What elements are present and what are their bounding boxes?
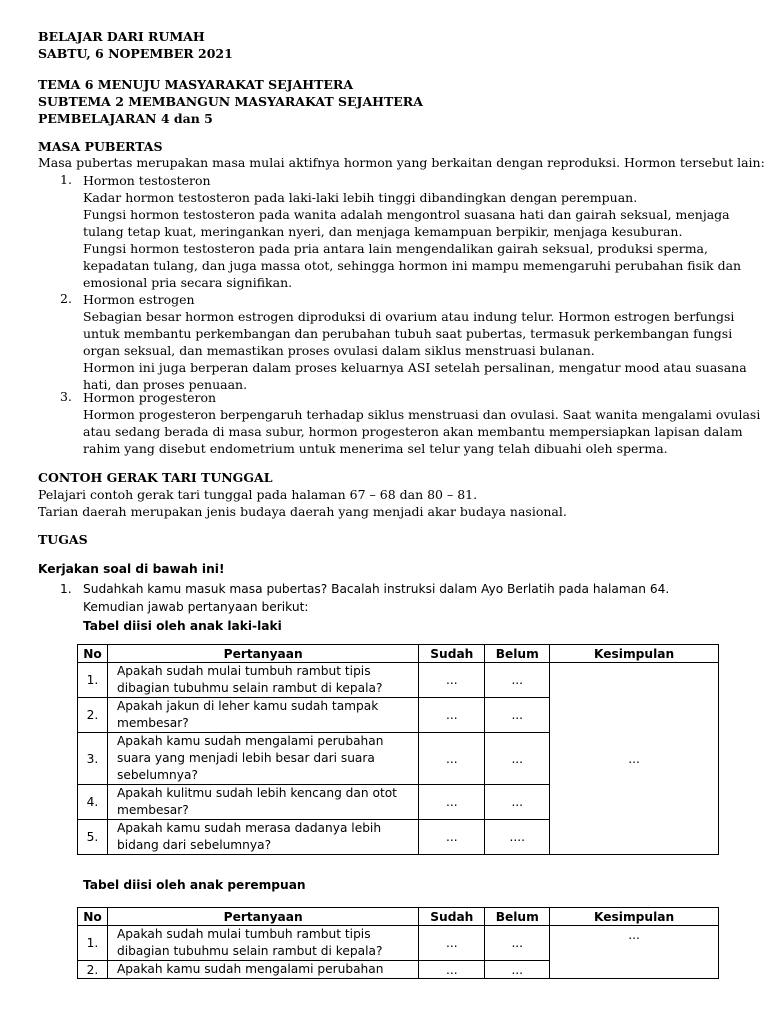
text-line: Kadar hormon testosteron pada laki-laki lebih tinggi dibandingkan dengan perempuan. — [83, 190, 638, 205]
row-number: 3. — [78, 733, 108, 785]
text-line: hati, dan proses penuaan. — [83, 377, 248, 392]
item-title: Hormon testosteron — [83, 173, 211, 188]
header-line-1: BELAJAR DARI RUMAH — [38, 29, 205, 44]
sudah-cell: ... — [419, 663, 485, 698]
item-progesteron — [83, 389, 760, 457]
header-pertanyaan: Pertanyaan — [107, 645, 418, 663]
item-title: Hormon progesteron — [83, 390, 217, 405]
question-number: 1. — [60, 582, 72, 596]
section-title-tari: CONTOH GERAK TARI TUNGGAL — [38, 470, 273, 485]
belum-cell: .... — [485, 820, 550, 855]
belum-cell: ... — [485, 926, 550, 961]
table-boys — [77, 644, 719, 855]
text-line: rahim yang disebut endometrium untuk menerima sel telur yang telah dibuahi oleh sperma. — [83, 441, 668, 456]
question-text: Apakah jakun di leher kamu sudah tampak — [116, 699, 379, 713]
text-line: kepadatan tulang, dan juga massa otot, sehingga hormon ini mampu memengaruhi perubahan fisik dan — [83, 258, 742, 273]
table-girls — [77, 907, 719, 979]
table-boys-caption: Tabel diisi oleh anak laki-laki — [83, 619, 282, 633]
header-line-4: SUBTEMA 2 MEMBANGUN MASYARAKAT SEJAHTERA — [38, 94, 423, 109]
question-text: sebelumnya? — [116, 768, 198, 782]
section-title-masa-pubertas: MASA PUBERTAS — [38, 139, 163, 154]
sudah-cell: ... — [419, 733, 485, 785]
text-line: Hormon ini juga berperan dalam proses keluarnya ASI setelah persalinan, mengatur mood atau suasana — [83, 360, 747, 375]
item-title: Hormon estrogen — [83, 292, 195, 307]
item-number: 1. — [60, 172, 72, 187]
header-belum: Belum — [485, 908, 550, 926]
header-kesimpulan: Kesimpulan — [550, 645, 719, 663]
item-number: 2. — [60, 291, 72, 306]
belum-cell: ... — [485, 961, 550, 979]
kesimpulan-cell: ... — [550, 663, 719, 855]
header-no: No — [78, 645, 108, 663]
item-number: 3. — [60, 389, 72, 404]
header-sudah: Sudah — [419, 645, 485, 663]
belum-cell: ... — [485, 663, 550, 698]
header-sudah: Sudah — [419, 908, 485, 926]
question-text: Apakah kulitmu sudah lebih kencang dan otot — [116, 786, 397, 800]
row-question — [107, 785, 418, 820]
row-question — [107, 733, 418, 785]
row-number: 2. — [78, 961, 108, 979]
sudah-cell: ... — [419, 785, 485, 820]
tari-line-2: Tarian daerah merupakan jenis budaya daerah yang menjadi akar budaya nasional. — [38, 504, 567, 519]
question-line-2: Kemudian jawab pertanyaan berikut: — [83, 600, 309, 614]
text-line: organ seksual, dan memastikan proses ovulasi dalam siklus menstruasi bulanan. — [83, 343, 595, 358]
header-line-2: SABTU, 6 NOPEMBER 2021 — [38, 46, 233, 61]
header-no: No — [78, 908, 108, 926]
question-text: membesar? — [116, 803, 189, 817]
header-kesimpulan: Kesimpulan — [550, 908, 719, 926]
row-number: 2. — [78, 698, 108, 733]
tugas-instruction: Kerjakan soal di bawah ini! — [38, 562, 225, 576]
question-text: bidang dari sebelumnya? — [116, 838, 272, 852]
section-title-tugas: TUGAS — [38, 532, 88, 547]
text-line: atau sedang berada di masa subur, hormon progesteron akan membantu mempersiapkan lapisan dalam — [83, 424, 743, 439]
text-line: Hormon progesteron berpengaruh terhadap siklus menstruasi dan ovulasi. Saat wanita mengalami ovulasi — [83, 407, 761, 422]
kesimpulan-cell: ... — [550, 926, 719, 979]
text-line: Fungsi hormon testosteron pada wanita adalah mengontrol suasana hati dan gairah seksual, menjaga — [83, 207, 730, 222]
question-text: dibagian tubuhmu selain rambut di kepala? — [116, 681, 383, 695]
header-pertanyaan: Pertanyaan — [107, 908, 418, 926]
row-question: Apakah kamu sudah mengalami perubahan — [107, 961, 418, 979]
header-belum: Belum — [485, 645, 550, 663]
table-row — [78, 663, 719, 698]
question-text: Apakah kamu sudah merasa dadanya lebih — [116, 821, 382, 835]
row-number: 1. — [78, 663, 108, 698]
belum-cell: ... — [485, 698, 550, 733]
row-number: 4. — [78, 785, 108, 820]
table-row — [78, 926, 719, 961]
text-line: Sebagian besar hormon estrogen diproduksi di ovarium atau indung telur. Hormon estrogen berfungsi — [83, 309, 735, 324]
belum-cell: ... — [485, 733, 550, 785]
row-question — [107, 698, 418, 733]
row-question — [107, 663, 418, 698]
table-girls-caption: Tabel diisi oleh anak perempuan — [83, 878, 306, 892]
row-number: 5. — [78, 820, 108, 855]
row-number: 1. — [78, 926, 108, 961]
item-testosteron — [83, 172, 741, 291]
text-line: Fungsi hormon testosteron pada pria antara lain mengendalikan gairah seksual, produksi sperma, — [83, 241, 708, 256]
text-line: tulang tetap kuat, meringankan nyeri, dan menjaga kemampuan berpikir, menjaga kesuburan. — [83, 224, 683, 239]
table-header-row — [78, 645, 719, 663]
item-estrogen — [83, 291, 747, 393]
question-text: Apakah sudah mulai tumbuh rambut tipis — [116, 927, 371, 941]
sudah-cell: ... — [419, 961, 485, 979]
intro-paragraph: Masa pubertas merupakan masa mulai aktifnya hormon yang berkaitan dengan reproduksi. Hormon tersebut lain: — [38, 155, 765, 170]
table-header-row — [78, 908, 719, 926]
header-line-5: PEMBELAJARAN 4 dan 5 — [38, 111, 213, 126]
sudah-cell: ... — [419, 698, 485, 733]
question-line-1: Sudahkah kamu masuk masa pubertas? Bacalah instruksi dalam Ayo Berlatih pada halaman 64. — [83, 582, 670, 596]
question-text: membesar? — [116, 716, 189, 730]
row-question — [107, 820, 418, 855]
row-question — [107, 926, 418, 961]
question-text: Apakah kamu sudah mengalami perubahan — [116, 734, 384, 748]
belum-cell: ... — [485, 785, 550, 820]
question-text: dibagian tubuhmu selain rambut di kepala? — [116, 944, 383, 958]
tari-line-1: Pelajari contoh gerak tari tunggal pada halaman 67 – 68 dan 80 – 81. — [38, 487, 478, 502]
sudah-cell: ... — [419, 926, 485, 961]
sudah-cell: ... — [419, 820, 485, 855]
question-text: suara yang menjadi lebih besar dari suara — [116, 751, 375, 765]
text-line: untuk membantu perkembangan dan perubahan tubuh saat pubertas, termasuk perkembangan fungsi — [83, 326, 733, 341]
question-text: Apakah sudah mulai tumbuh rambut tipis — [116, 664, 371, 678]
header-line-3: TEMA 6 MENUJU MASYARAKAT SEJAHTERA — [38, 77, 354, 92]
text-line: emosional pria secara signifikan. — [83, 275, 293, 290]
